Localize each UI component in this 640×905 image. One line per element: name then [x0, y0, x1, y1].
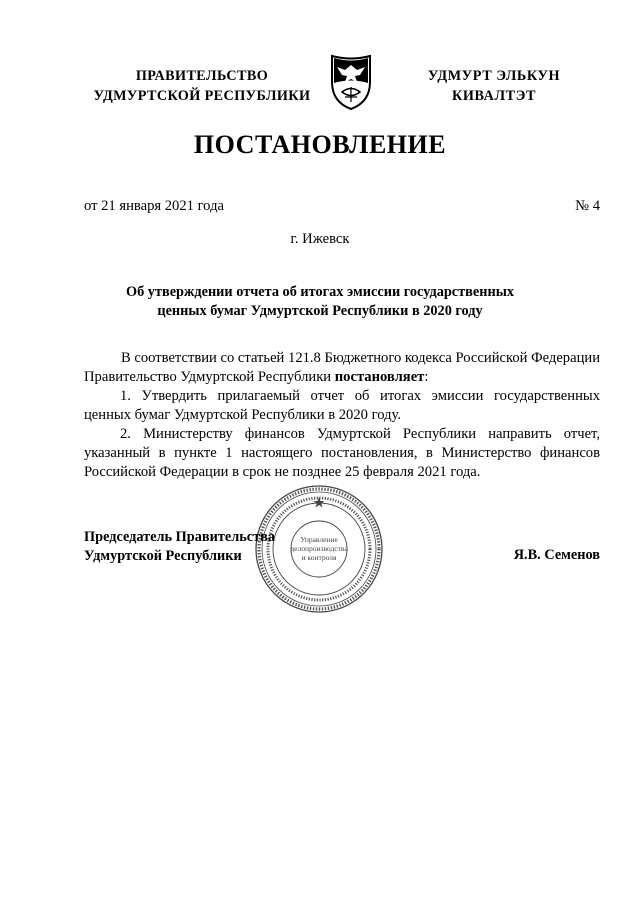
seal-center-line-1: Управление — [300, 535, 338, 544]
header-right-line-2: КИВАЛТЭТ — [451, 88, 537, 104]
header-left-line-1: ПРАВИТЕЛЬСТВО — [135, 68, 269, 84]
document-subject-line-2: ценных бумаг Удмуртской Республики в 2020 году — [157, 303, 483, 319]
document-subject-title — [100, 283, 540, 321]
document-date: от 21 января 2021 года — [84, 198, 224, 214]
header-left-org-name — [84, 66, 320, 106]
udmurt-emblem-icon — [328, 52, 374, 112]
body-intro-end: : — [424, 369, 429, 385]
signatory-position-line-1: Председатель Правительства — [84, 529, 276, 545]
body-intro-text: В соответствии со статьей 121.8 Бюджетного кодекса Российской Федерации Правительство Удмуртской Республики — [84, 350, 601, 385]
header-right-line-1: УДМУРТ ЭЛЬКУН — [427, 68, 561, 84]
document-city: г. Ижевск — [290, 231, 350, 247]
signatory-position — [84, 528, 275, 566]
document-type-title: ПОСТАНОВЛЕНИЕ — [193, 130, 447, 159]
document-subject-line-1: Об утверждении отчета об итогах эмиссии государственных — [125, 284, 515, 300]
body-intro-bold: постановляет — [334, 369, 425, 385]
body-item-1: 1. Утвердить прилагаемый отчет об итогах эмиссии государственных ценных бумаг Удмуртской Республики в 2020 году. — [84, 388, 600, 423]
signatory-name: Я.В. Семенов — [513, 547, 600, 563]
header-left-line-2: УДМУРТСКОЙ РЕСПУБЛИКИ — [93, 88, 311, 104]
header-right-org-name — [418, 66, 570, 106]
body-item-2: 2. Министерству финансов Удмуртской Республики направить отчет, указанный в пункте 1 настоящего постановления, в Министерство финансов Российской Федерации в срок не позднее 25 февраля 2021 года. — [84, 426, 600, 480]
document-number: № 4 — [575, 198, 600, 214]
body-intro-paragraph — [84, 349, 600, 387]
seal-center-line-3: и контроля — [301, 553, 337, 562]
signatory-position-line-2: Удмуртской Республики — [84, 548, 242, 564]
seal-center-line-2: делопроизводства — [290, 544, 348, 553]
document-body — [84, 349, 600, 482]
